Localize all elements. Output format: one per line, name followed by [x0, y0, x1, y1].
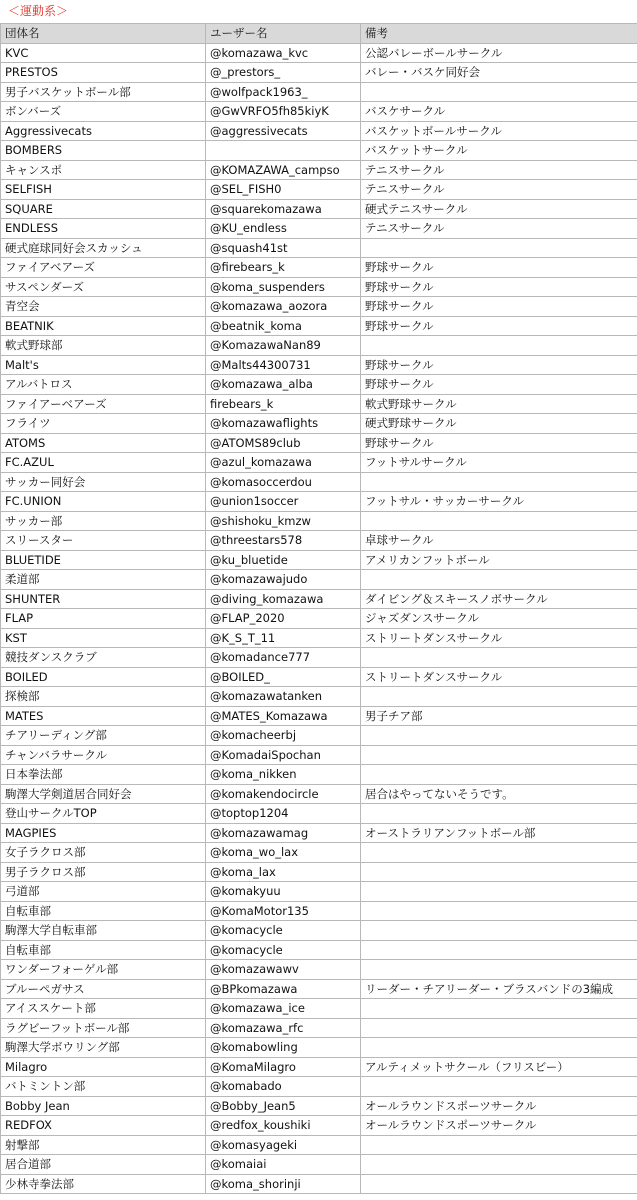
- cell-group-name[interactable]: アイススケート部: [1, 999, 206, 1019]
- cell-notes[interactable]: [361, 862, 637, 882]
- cell-username[interactable]: @komazawamag: [206, 823, 361, 843]
- cell-group-name[interactable]: キャンスポ: [1, 160, 206, 180]
- table-row: [1, 589, 637, 609]
- table-row: [1, 628, 637, 648]
- cell-username[interactable]: @shishoku_kmzw: [206, 511, 361, 531]
- cell-notes[interactable]: 野球サークル: [361, 375, 637, 395]
- cell-group-name[interactable]: 青空会: [1, 297, 206, 317]
- cell-group-name[interactable]: 少林寺拳法部: [1, 1174, 206, 1194]
- cell-username[interactable]: @GwVRFO5fh85kiyK: [206, 102, 361, 122]
- cell-group-name[interactable]: PRESTOS: [1, 63, 206, 83]
- cell-group-name[interactable]: FLAP: [1, 609, 206, 629]
- table-row: [1, 1096, 637, 1116]
- cell-notes[interactable]: [361, 687, 637, 707]
- cell-username[interactable]: @koma_wo_lax: [206, 843, 361, 863]
- cell-notes[interactable]: [361, 1155, 637, 1175]
- column-header-group-name[interactable]: 団体名: [1, 24, 206, 44]
- table-row: [1, 511, 637, 531]
- table-row: [1, 726, 637, 746]
- cell-group-name[interactable]: 男子バスケットボール部: [1, 82, 206, 102]
- cell-group-name[interactable]: ATOMS: [1, 433, 206, 453]
- cell-username[interactable]: @MATES_Komazawa: [206, 706, 361, 726]
- section-label: ＜運動系＞: [8, 4, 69, 18]
- cell-username[interactable]: @azul_komazawa: [206, 453, 361, 473]
- cell-username[interactable]: @aggressivecats: [206, 121, 361, 141]
- cell-username[interactable]: @SEL_FISH0: [206, 180, 361, 200]
- table-row: [1, 1038, 637, 1058]
- cell-group-name[interactable]: 居合道部: [1, 1155, 206, 1175]
- cell-username[interactable]: @KomaMilagro: [206, 1057, 361, 1077]
- cell-group-name[interactable]: 駒澤大学剣道居合同好会: [1, 784, 206, 804]
- cell-group-name[interactable]: BOMBERS: [1, 141, 206, 161]
- cell-group-name[interactable]: チアリーディング部: [1, 726, 206, 746]
- cell-notes[interactable]: [361, 1077, 637, 1097]
- cell-group-name[interactable]: BOILED: [1, 667, 206, 687]
- cell-notes[interactable]: 居合はやってないそうです。: [361, 784, 637, 804]
- cell-group-name[interactable]: Milagro: [1, 1057, 206, 1077]
- cell-group-name[interactable]: チャンバラサークル: [1, 745, 206, 765]
- cell-group-name[interactable]: KVC: [1, 43, 206, 63]
- cell-username[interactable]: @union1soccer: [206, 492, 361, 512]
- cell-notes[interactable]: [361, 940, 637, 960]
- cell-notes[interactable]: テニスサークル: [361, 219, 637, 239]
- cell-username[interactable]: @koma_nikken: [206, 765, 361, 785]
- cell-notes[interactable]: 野球サークル: [361, 277, 637, 297]
- cell-group-name[interactable]: Malt's: [1, 355, 206, 375]
- cell-group-name[interactable]: REDFOX: [1, 1116, 206, 1136]
- cell-group-name[interactable]: MAGPIES: [1, 823, 206, 843]
- table-row: [1, 258, 637, 278]
- cell-username[interactable]: @_prestors_: [206, 63, 361, 83]
- table-row: [1, 706, 637, 726]
- cell-group-name[interactable]: SHUNTER: [1, 589, 206, 609]
- cell-username[interactable]: @squarekomazawa: [206, 199, 361, 219]
- cell-group-name[interactable]: 登山サークルTOP: [1, 804, 206, 824]
- table-row: [1, 277, 637, 297]
- cell-notes[interactable]: ストリートダンスサークル: [361, 628, 637, 648]
- cell-notes[interactable]: 野球サークル: [361, 316, 637, 336]
- table-row: [1, 453, 637, 473]
- cell-username[interactable]: @wolfpack1963_: [206, 82, 361, 102]
- cell-notes[interactable]: [361, 745, 637, 765]
- cell-username[interactable]: @komazawatanken: [206, 687, 361, 707]
- cell-username[interactable]: @beatnik_koma: [206, 316, 361, 336]
- cell-group-name[interactable]: Bobby Jean: [1, 1096, 206, 1116]
- club-table: [0, 23, 637, 1194]
- cell-notes[interactable]: [361, 1038, 637, 1058]
- table-row: [1, 882, 637, 902]
- cell-notes[interactable]: [361, 1174, 637, 1194]
- table-row: [1, 804, 637, 824]
- table-row: [1, 1155, 637, 1175]
- cell-notes[interactable]: [361, 511, 637, 531]
- cell-username[interactable]: @ATOMS89club: [206, 433, 361, 453]
- cell-username[interactable]: @diving_komazawa: [206, 589, 361, 609]
- table-row: [1, 570, 637, 590]
- cell-username[interactable]: @komacycle: [206, 940, 361, 960]
- cell-group-name[interactable]: 自転車部: [1, 940, 206, 960]
- table-row: [1, 843, 637, 863]
- cell-username[interactable]: @komadance777: [206, 648, 361, 668]
- cell-group-name[interactable]: サッカー同好会: [1, 472, 206, 492]
- cell-notes[interactable]: 卓球サークル: [361, 531, 637, 551]
- table-row: [1, 687, 637, 707]
- cell-username[interactable]: @komazawa_kvc: [206, 43, 361, 63]
- table-row: [1, 375, 637, 395]
- table-row: [1, 667, 637, 687]
- cell-notes[interactable]: フットサル・サッカーサークル: [361, 492, 637, 512]
- table-row: [1, 1174, 637, 1194]
- cell-group-name[interactable]: BLUETIDE: [1, 550, 206, 570]
- cell-group-name[interactable]: アルバトロス: [1, 375, 206, 395]
- table-row: [1, 180, 637, 200]
- table-row: [1, 901, 637, 921]
- cell-notes[interactable]: 野球サークル: [361, 258, 637, 278]
- table-row: [1, 297, 637, 317]
- cell-notes[interactable]: [361, 336, 637, 356]
- cell-notes[interactable]: オールラウンドスポーツサークル: [361, 1096, 637, 1116]
- cell-username[interactable]: @komacheerbj: [206, 726, 361, 746]
- cell-notes[interactable]: バレー・バスケ同好会: [361, 63, 637, 83]
- cell-username[interactable]: @KomadaiSpochan: [206, 745, 361, 765]
- cell-notes[interactable]: [361, 648, 637, 668]
- cell-username[interactable]: firebears_k: [206, 394, 361, 414]
- cell-username[interactable]: @BOILED_: [206, 667, 361, 687]
- table-row: [1, 336, 637, 356]
- table-row: [1, 1057, 637, 1077]
- table-row: [1, 1116, 637, 1136]
- table-row: [1, 1018, 637, 1038]
- cell-group-name[interactable]: 探検部: [1, 687, 206, 707]
- table-row: [1, 219, 637, 239]
- table-row: [1, 921, 637, 941]
- cell-notes[interactable]: 硬式野球サークル: [361, 414, 637, 434]
- cell-notes[interactable]: テニスサークル: [361, 160, 637, 180]
- cell-notes[interactable]: バスケットボールサークル: [361, 121, 637, 141]
- cell-notes[interactable]: [361, 960, 637, 980]
- cell-username[interactable]: @K_S_T_11: [206, 628, 361, 648]
- cell-notes[interactable]: [361, 843, 637, 863]
- cell-notes[interactable]: [361, 82, 637, 102]
- cell-group-name[interactable]: 弓道部: [1, 882, 206, 902]
- cell-group-name[interactable]: FC.AZUL: [1, 453, 206, 473]
- cell-group-name[interactable]: ワンダーフォーゲル部: [1, 960, 206, 980]
- cell-username[interactable]: @firebears_k: [206, 258, 361, 278]
- cell-notes[interactable]: 公認バレーボールサークル: [361, 43, 637, 63]
- cell-username[interactable]: @KU_endless: [206, 219, 361, 239]
- cell-username[interactable]: @komasyageki: [206, 1135, 361, 1155]
- table-row: [1, 765, 637, 785]
- cell-username[interactable]: @komazawaflights: [206, 414, 361, 434]
- cell-group-name[interactable]: ボンバーズ: [1, 102, 206, 122]
- cell-username[interactable]: @komakyuu: [206, 882, 361, 902]
- table-row: [1, 238, 637, 258]
- cell-username[interactable]: @KomazawaNan89: [206, 336, 361, 356]
- table-row: [1, 414, 637, 434]
- table-row: [1, 1077, 637, 1097]
- cell-notes[interactable]: オールラウンドスポーツサークル: [361, 1116, 637, 1136]
- cell-username[interactable]: @threestars578: [206, 531, 361, 551]
- table-row: [1, 102, 637, 122]
- cell-group-name[interactable]: ブルーペガサス: [1, 979, 206, 999]
- cell-group-name[interactable]: 自転車部: [1, 901, 206, 921]
- cell-notes[interactable]: バスケサークル: [361, 102, 637, 122]
- cell-notes[interactable]: 野球サークル: [361, 355, 637, 375]
- cell-group-name[interactable]: ファイアベアーズ: [1, 258, 206, 278]
- cell-username[interactable]: @Bobby_Jean5: [206, 1096, 361, 1116]
- cell-notes[interactable]: [361, 1018, 637, 1038]
- cell-group-name[interactable]: 柔道部: [1, 570, 206, 590]
- table-row: [1, 492, 637, 512]
- cell-notes[interactable]: [361, 765, 637, 785]
- cell-group-name[interactable]: 硬式庭球同好会スカッシュ: [1, 238, 206, 258]
- cell-notes[interactable]: [361, 999, 637, 1019]
- cell-username[interactable]: @Malts44300731: [206, 355, 361, 375]
- cell-notes[interactable]: [361, 472, 637, 492]
- cell-notes[interactable]: ジャズダンスサークル: [361, 609, 637, 629]
- cell-username[interactable]: @komazawa_rfc: [206, 1018, 361, 1038]
- cell-username[interactable]: @komazawa_aozora: [206, 297, 361, 317]
- cell-group-name[interactable]: 射撃部: [1, 1135, 206, 1155]
- cell-notes[interactable]: 野球サークル: [361, 433, 637, 453]
- table-row: [1, 960, 637, 980]
- table-row: [1, 784, 637, 804]
- cell-group-name[interactable]: 競技ダンスクラブ: [1, 648, 206, 668]
- table-row: [1, 940, 637, 960]
- cell-group-name[interactable]: KST: [1, 628, 206, 648]
- cell-notes[interactable]: オーストラリアンフットボール部: [361, 823, 637, 843]
- cell-notes[interactable]: アルティメットサクール（フリスビー）: [361, 1057, 637, 1077]
- cell-username[interactable]: @komacycle: [206, 921, 361, 941]
- cell-username[interactable]: @komazawawv: [206, 960, 361, 980]
- cell-notes[interactable]: [361, 882, 637, 902]
- table-row: [1, 609, 637, 629]
- cell-group-name[interactable]: 駒澤大学自転車部: [1, 921, 206, 941]
- cell-group-name[interactable]: 軟式野球部: [1, 336, 206, 356]
- cell-group-name[interactable]: 駒澤大学ボウリング部: [1, 1038, 206, 1058]
- cell-username[interactable]: @ku_bluetide: [206, 550, 361, 570]
- cell-group-name[interactable]: サッカー部: [1, 511, 206, 531]
- table-row: [1, 43, 637, 63]
- table-row: [1, 979, 637, 999]
- column-header-username[interactable]: ユーザー名: [206, 24, 361, 44]
- table-row: [1, 63, 637, 83]
- cell-notes[interactable]: アメリカンフットボール: [361, 550, 637, 570]
- cell-group-name[interactable]: 日本拳法部: [1, 765, 206, 785]
- cell-group-name[interactable]: SQUARE: [1, 199, 206, 219]
- cell-notes[interactable]: [361, 1135, 637, 1155]
- cell-username[interactable]: @komabowling: [206, 1038, 361, 1058]
- cell-username[interactable]: @squash41st: [206, 238, 361, 258]
- cell-group-name[interactable]: バトミントン部: [1, 1077, 206, 1097]
- cell-notes[interactable]: [361, 238, 637, 258]
- cell-username[interactable]: @komazawajudo: [206, 570, 361, 590]
- table-row: [1, 355, 637, 375]
- cell-username[interactable]: @koma_suspenders: [206, 277, 361, 297]
- table-row: [1, 823, 637, 843]
- cell-notes[interactable]: [361, 804, 637, 824]
- cell-group-name[interactable]: ファイアーベアーズ: [1, 394, 206, 414]
- cell-username[interactable]: @komazawa_alba: [206, 375, 361, 395]
- cell-username[interactable]: @komaiai: [206, 1155, 361, 1175]
- table-row: [1, 433, 637, 453]
- cell-notes[interactable]: [361, 901, 637, 921]
- table-row: [1, 648, 637, 668]
- cell-group-name[interactable]: SELFISH: [1, 180, 206, 200]
- cell-notes[interactable]: テニスサークル: [361, 180, 637, 200]
- cell-notes[interactable]: 男子チア部: [361, 706, 637, 726]
- cell-username[interactable]: @KOMAZAWA_campso: [206, 160, 361, 180]
- cell-group-name[interactable]: ラグビーフットボール部: [1, 1018, 206, 1038]
- header-row: [1, 24, 637, 44]
- cell-username[interactable]: @komasoccerdou: [206, 472, 361, 492]
- cell-notes[interactable]: ダイビング＆スキースノボサークル: [361, 589, 637, 609]
- table-row: [1, 862, 637, 882]
- table-row: [1, 199, 637, 219]
- cell-group-name[interactable]: FC.UNION: [1, 492, 206, 512]
- cell-username[interactable]: @komazawa_ice: [206, 999, 361, 1019]
- cell-group-name[interactable]: スリースター: [1, 531, 206, 551]
- cell-group-name[interactable]: サスペンダーズ: [1, 277, 206, 297]
- cell-notes[interactable]: 軟式野球サークル: [361, 394, 637, 414]
- cell-username[interactable]: @KomaMotor135: [206, 901, 361, 921]
- cell-username[interactable]: @koma_lax: [206, 862, 361, 882]
- cell-group-name[interactable]: ENDLESS: [1, 219, 206, 239]
- cell-group-name[interactable]: BEATNIK: [1, 316, 206, 336]
- cell-username[interactable]: @komakendocircle: [206, 784, 361, 804]
- cell-username[interactable]: @FLAP_2020: [206, 609, 361, 629]
- cell-notes[interactable]: リーダー・チアリーダー・ブラスバンドの3編成: [361, 979, 637, 999]
- table-row: [1, 394, 637, 414]
- table-row: [1, 160, 637, 180]
- table-row: [1, 121, 637, 141]
- cell-group-name[interactable]: Aggressivecats: [1, 121, 206, 141]
- cell-notes[interactable]: [361, 921, 637, 941]
- cell-username[interactable]: @koma_shorinji: [206, 1174, 361, 1194]
- cell-notes[interactable]: 野球サークル: [361, 297, 637, 317]
- cell-group-name[interactable]: 女子ラクロス部: [1, 843, 206, 863]
- cell-notes[interactable]: [361, 570, 637, 590]
- table-row: [1, 745, 637, 765]
- cell-notes[interactable]: [361, 726, 637, 746]
- cell-username[interactable]: @BPkomazawa: [206, 979, 361, 999]
- cell-username[interactable]: @komabado: [206, 1077, 361, 1097]
- cell-username[interactable]: @redfox_koushiki: [206, 1116, 361, 1136]
- cell-notes[interactable]: フットサルサークル: [361, 453, 637, 473]
- table-row: [1, 999, 637, 1019]
- column-header-notes[interactable]: 備考: [361, 24, 637, 44]
- table-row: [1, 82, 637, 102]
- table-row: [1, 316, 637, 336]
- cell-notes[interactable]: ストリートダンスサークル: [361, 667, 637, 687]
- table-row: [1, 531, 637, 551]
- table-row: [1, 472, 637, 492]
- cell-group-name[interactable]: 男子ラクロス部: [1, 862, 206, 882]
- cell-username[interactable]: @toptop1204: [206, 804, 361, 824]
- table-row: [1, 141, 637, 161]
- cell-group-name[interactable]: MATES: [1, 706, 206, 726]
- cell-group-name[interactable]: フライツ: [1, 414, 206, 434]
- cell-notes[interactable]: 硬式テニスサークル: [361, 199, 637, 219]
- cell-notes[interactable]: バスケットサークル: [361, 141, 637, 161]
- table-row: [1, 1135, 637, 1155]
- table-row: [1, 550, 637, 570]
- cell-username[interactable]: [206, 141, 361, 161]
